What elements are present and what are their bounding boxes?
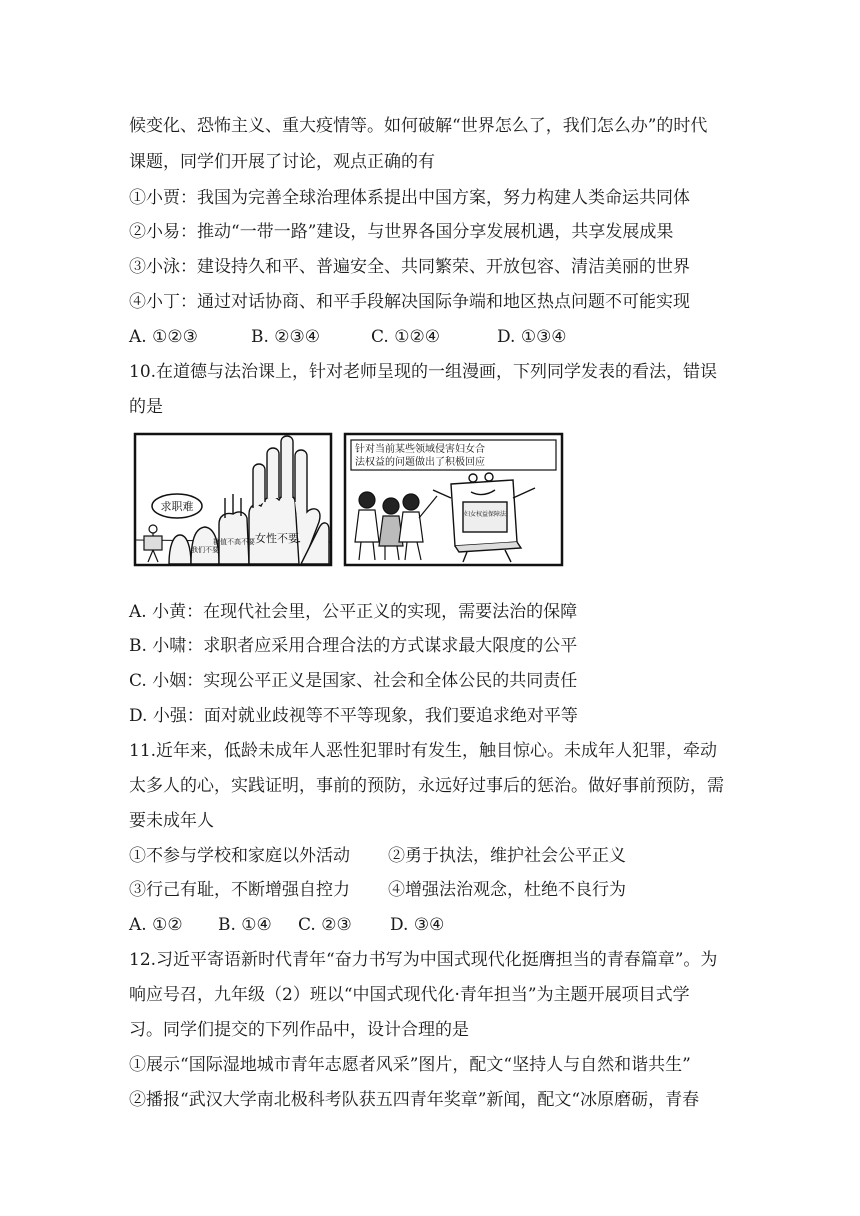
- q9-item-4: ④小丁：通过对话协商、和平手段解决国际争端和地区热点问题不可能实现: [129, 292, 690, 312]
- q9-item-3: ③小泳：建设持久和平、普遍安全、共同繁荣、开放包容、清洁美丽的世界: [129, 257, 690, 277]
- q12-item-1: ①展示“国际湿地城市青年志愿者风采”图片，配文“坚持人与自然和谐共生”: [129, 1055, 691, 1075]
- q11-stem-line-2: 太多人的心，实践证明，事前的预防，永远好过事后的惩治。做好事前预防，需: [129, 776, 724, 796]
- finger-small-text: 我们不要: [191, 546, 219, 554]
- q11-option-a[interactable]: A. ①②: [129, 915, 183, 935]
- q12-stem-line-2: 响应号召，九年级（2）班以“中国式现代化·青年担当”为主题开展项目式学: [129, 985, 690, 1005]
- q11-stem-line-1: 11.近年来，低龄未成年人恶性犯罪时有发生，触目惊心。未成年人犯罪，牵动: [129, 741, 718, 761]
- q10-stem-line-2: 的是: [129, 397, 163, 417]
- q9-stem-line-1: 候变化、恐怖主义、重大疫情等。如何破解“世界怎么了，我们怎么办”的时代: [129, 116, 708, 136]
- q9-option-b[interactable]: B. ②③④: [251, 327, 321, 347]
- q11-item-3: ③行己有耻，不断增强自控力: [129, 880, 350, 900]
- q10-option-d[interactable]: D. 小强：面对就业歧视等不平等现象，我们要追求绝对平等: [129, 706, 578, 726]
- q10-comic: [133, 432, 565, 568]
- q10-option-c[interactable]: C. 小姻：实现公平正义是国家、社会和全体公民的共同责任: [129, 671, 578, 691]
- q9-options: [129, 325, 567, 349]
- q9-stem-line-2: 课题，同学们开展了讨论，观点正确的有: [129, 152, 435, 172]
- q10-option-b[interactable]: B. 小啸：求职者应采用合理合法的方式谋求最大限度的公平: [129, 636, 578, 656]
- q12-item-2: ②播报“武汉大学南北极科考队获五四青年奖章”新闻，配文“冰原磨砺，青春: [129, 1090, 700, 1110]
- right-caption-line-1: 针对当前某些领域侵害妇女合: [355, 444, 485, 455]
- q10-stem-line-1: 10.在道德与法治课上，针对老师呈现的一组漫画，下列同学发表的看法，错误: [129, 362, 718, 382]
- q9-option-c[interactable]: C. ①②④: [371, 327, 440, 347]
- q11-stem-line-3: 要未成年人: [129, 811, 214, 831]
- right-caption-line-2: 法权益的问题做出了积极回应: [355, 457, 485, 468]
- q11-item-4: ④增强法治观念，杜绝不良行为: [388, 880, 626, 900]
- q10-option-a[interactable]: A. 小黄：在现代社会里，公平正义的实现，需要法治的保障: [129, 602, 578, 622]
- q11-item-2: ②勇于执法，维护社会公平正义: [388, 846, 626, 866]
- q9-option-d[interactable]: D. ①③④: [497, 327, 567, 347]
- q11-options: [129, 913, 444, 937]
- q11-items-row-1: [129, 844, 626, 868]
- law-book-title: 妇女权益保障法: [463, 511, 507, 518]
- q11-items-row-2: [129, 878, 626, 902]
- q11-item-1: ①不参与学校和家庭以外活动: [129, 846, 350, 866]
- finger-mid-text: 群值不高不要: [213, 538, 255, 546]
- q11-option-d[interactable]: D. ③④: [390, 915, 445, 935]
- q9-item-1: ①小贾：我国为完善全球治理体系提出中国方案，努力构建人类命运共同体: [129, 188, 690, 208]
- comic-right-panel: [345, 434, 562, 565]
- comic-left-panel: [135, 434, 331, 565]
- q12-stem-line-3: 习。同学们提交的下列作品中，设计合理的是: [129, 1020, 469, 1040]
- q11-option-b[interactable]: B. ①④: [218, 915, 272, 935]
- q9-option-a[interactable]: A. ①②③: [129, 327, 198, 347]
- finger-big-text: 女性不要: [255, 532, 299, 545]
- comic-bubble-text: 求职难: [160, 500, 194, 513]
- q9-item-2: ②小易：推动“一带一路”建设，与世界各国分享发展机遇，共享发展成果: [129, 222, 674, 242]
- q12-stem-line-1: 12.习近平寄语新时代青年“奋力书写为中国式现代化挺膺担当的青春篇章”。为: [129, 950, 718, 970]
- q11-option-c[interactable]: C. ②③: [298, 915, 352, 935]
